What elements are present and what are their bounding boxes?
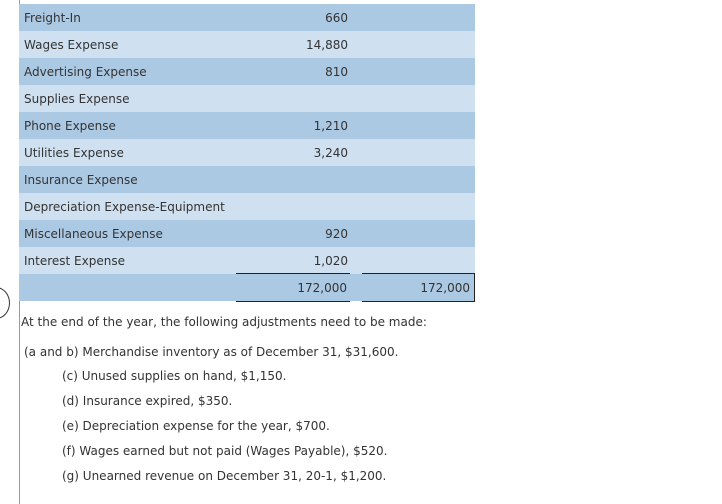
account-name: Phone Expense	[24, 119, 116, 133]
debit-amount: 810	[325, 65, 348, 79]
table-row	[19, 85, 475, 112]
circle-marker	[0, 287, 10, 319]
debit-amount: 920	[325, 227, 348, 241]
table-row	[19, 58, 475, 85]
totals-row	[19, 274, 475, 301]
account-name: Insurance Expense	[24, 173, 138, 187]
table-row	[19, 247, 475, 274]
account-name: Supplies Expense	[24, 92, 130, 106]
adjustment-item: (c) Unused supplies on hand, $1,150.	[62, 369, 287, 383]
table-row	[19, 193, 475, 220]
account-name: Wages Expense	[24, 38, 119, 52]
debit-amount: 1,210	[313, 119, 348, 133]
account-name: Depreciation Expense-Equipment	[24, 200, 225, 214]
account-name: Miscellaneous Expense	[24, 227, 163, 241]
double-rule	[236, 301, 350, 302]
table-row	[19, 220, 475, 247]
debit-total: 172,000	[297, 281, 347, 295]
adjustments-intro: At the end of the year, the following adjustments need to be made:	[21, 315, 427, 329]
trial-balance-table	[19, 4, 475, 301]
adjustment-item: (a and b) Merchandise inventory as of December 31, $31,600.	[24, 345, 399, 359]
debit-amount: 14,880	[306, 38, 348, 52]
debit-amount: 3,240	[313, 146, 348, 160]
adjustment-item: (d) Insurance expired, $350.	[62, 394, 233, 408]
adjustment-item: (f) Wages earned but not paid (Wages Payable), $520.	[62, 444, 388, 458]
debit-amount: 660	[325, 11, 348, 25]
credit-total: 172,000	[420, 281, 470, 295]
table-row	[19, 112, 475, 139]
account-name: Interest Expense	[24, 254, 125, 268]
table-row	[19, 139, 475, 166]
adjustment-item: (e) Depreciation expense for the year, $700.	[62, 419, 330, 433]
adjustment-item: (g) Unearned revenue on December 31, 20-1, $1,200.	[62, 469, 387, 483]
table-row	[19, 166, 475, 193]
total-rule	[236, 273, 350, 274]
account-name: Freight-In	[24, 11, 81, 25]
table-row	[19, 4, 475, 31]
account-name: Advertising Expense	[24, 65, 147, 79]
double-rule	[362, 301, 475, 302]
table-row	[19, 31, 475, 58]
total-rule	[362, 273, 475, 274]
account-name: Utilities Expense	[24, 146, 124, 160]
debit-amount: 1,020	[313, 254, 348, 268]
